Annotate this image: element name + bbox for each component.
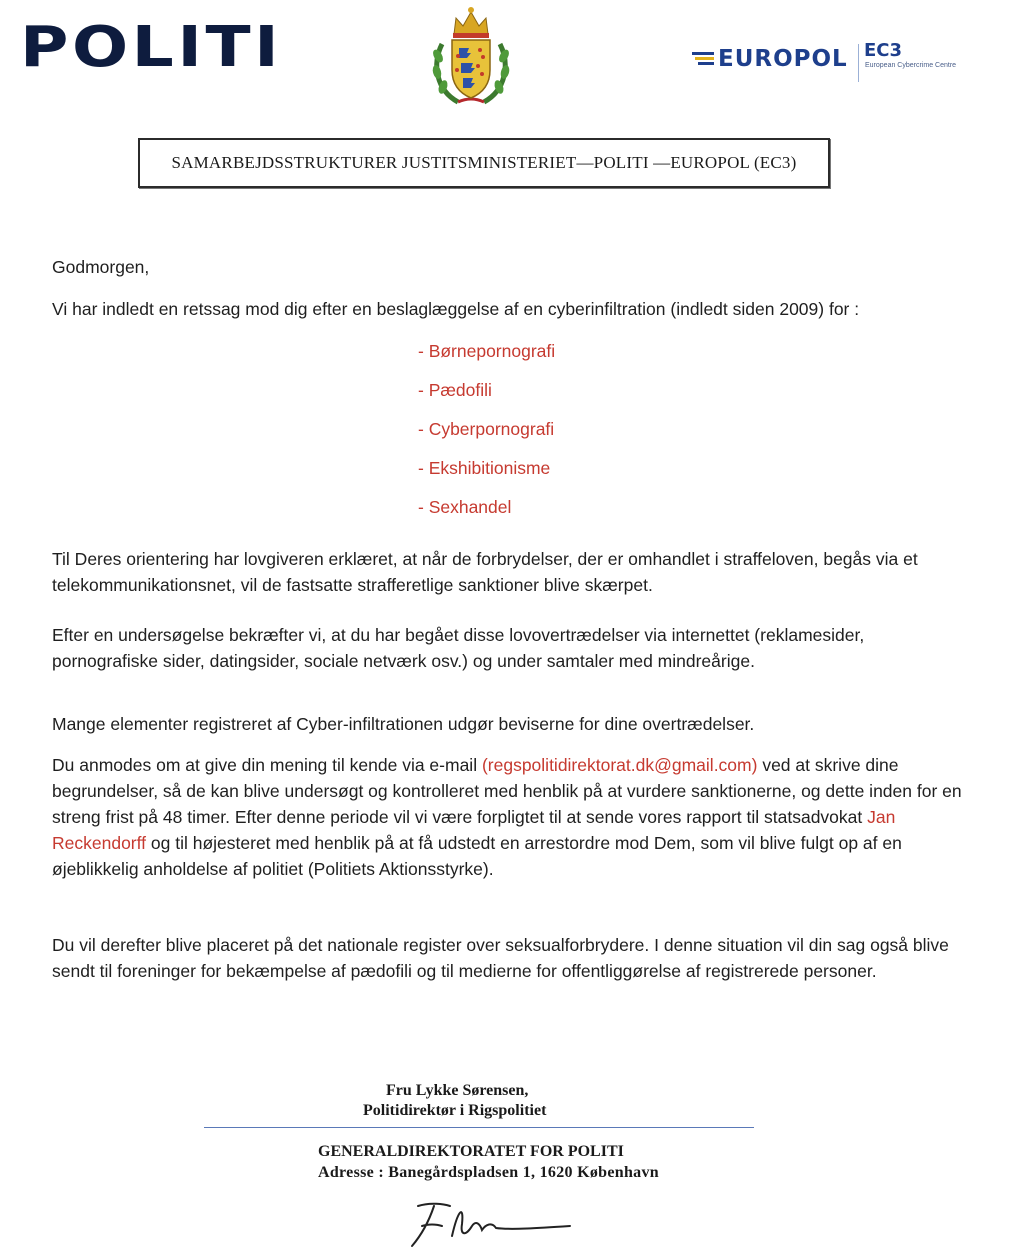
greeting: Godmorgen, bbox=[52, 257, 150, 277]
document-title: SAMARBEJDSSTRUKTURER JUSTITSMINISTERIET—POLITI —EUROPOL (EC3) bbox=[171, 153, 797, 172]
paragraph-deadline bbox=[52, 752, 962, 882]
ec3-wordmark: EC3 bbox=[864, 40, 903, 61]
paragraph-deadline-text-c: og til højesteret med henblik på at få udstedt en arrestordre mod Dem, som vil blive fulgt op af en øjeblikkelig anholdelse af politiet (Politiets Aktionsstyrke). bbox=[52, 833, 902, 879]
intro-paragraph: Vi har indledt en retssag mod dig efter en beslaglæggelse af en cyberinfiltration (indledt siden 2009) for : bbox=[52, 299, 860, 319]
signatory-role: Politidirektør i Rigspolitiet bbox=[363, 1102, 547, 1119]
logo-divider bbox=[858, 44, 859, 82]
offense-item: - Cyberpornografi bbox=[418, 419, 555, 439]
handwritten-signature bbox=[400, 1196, 580, 1256]
paragraph-deadline-text-b: ved at skrive dine begrundelser, så de kan blive undersøgt og kontrolleret med henblik på at vurdere sanktionerne, og dette inden for en streng frist på 48 timer. Efter denne periode vil vi være forpligtet til at sende vores rapport til statsadvokat bbox=[52, 755, 962, 827]
europol-wordmark: EUROPOL bbox=[718, 46, 848, 72]
offense-item: - Ekshibitionisme bbox=[418, 458, 551, 478]
signatory-name: Fru Lykke Sørensen, bbox=[386, 1082, 529, 1099]
offense-item: - Sexhandel bbox=[418, 497, 512, 517]
document-title-box bbox=[138, 138, 830, 188]
signature-divider bbox=[204, 1127, 754, 1128]
organization-name: GENERALDIREKTORATET FOR POLITI bbox=[318, 1143, 624, 1160]
europol-ec3-logo bbox=[692, 40, 962, 90]
paragraph-deadline-text-a: Du anmodes om at give din mening til kende via e-mail bbox=[52, 755, 482, 775]
offense-item: - Børnepornografi bbox=[418, 341, 556, 361]
coat-of-arms-crest-icon bbox=[428, 4, 514, 108]
paragraph-evidence: Mange elementer registreret af Cyber-infiltrationen udgør beviserne for dine overtrædelser. bbox=[52, 714, 755, 734]
prosecutor-name: Jan Reckendorff bbox=[52, 807, 896, 853]
contact-email: (regspolitidirektorat.dk@gmail.com) bbox=[481, 755, 758, 775]
paragraph-register: Du vil derefter blive placeret på det nationale register over seksualforbrydere. I denne situation vil din sag også blive sendt til foreninger for bekæmpelse af pædofili og til medierne for offentliggørelse af registrerede personer. bbox=[52, 935, 949, 981]
paragraph-law: Til Deres orientering har lovgiveren erklæret, at når de forbrydelser, der er omhandlet i straffeloven, begås via et telekommunikationsnet, vil de fastsatte strafferetlige sanktioner blive skærpet. bbox=[52, 549, 918, 595]
organization-address: Adresse : Banegårdspladsen 1, 1620 København bbox=[318, 1164, 659, 1181]
offense-item: - Pædofili bbox=[418, 380, 492, 400]
europol-stripes-icon bbox=[692, 52, 714, 68]
paragraph-investigation: Efter en undersøgelse bekræfter vi, at du har begået disse lovovertrædelser via internettet (reklamesider, pornografiske sider, datingsider, sociale netværk osv.) og under samtaler med mindreårige. bbox=[52, 625, 865, 671]
ec3-subtitle: European Cybercrime Centre bbox=[865, 62, 957, 69]
politi-logo: POLITI bbox=[20, 15, 283, 80]
